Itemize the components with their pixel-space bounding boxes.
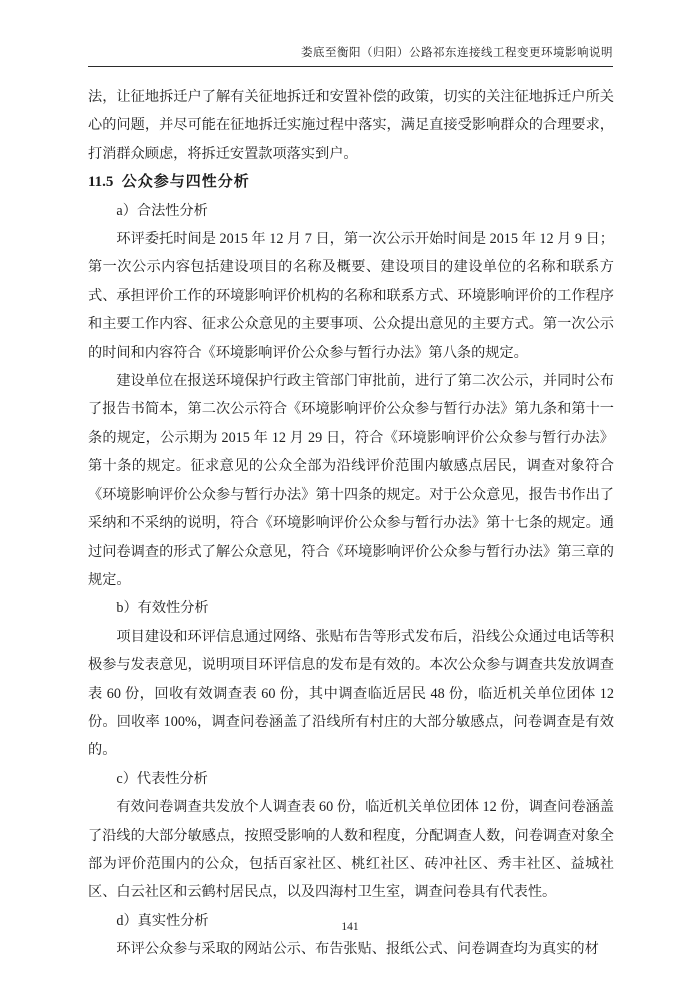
page-number: 141 <box>341 921 359 933</box>
subsection-a-paragraph-2: 建设单位在报送环境保护行政主管部门审批前，进行了第二次公示，并同时公布了报告书简本，第二次公示符合《环境影响评价公众参与暂行办法》第九条和第十一条的规定，公示期为 2015 年 12 月 29 日，符合《环境影响评价公众参与暂行办法》第十条的规定。征求意见的公众全部为沿线评价范围内敏感点居民，调查对象符合《环境影响评价公众参与暂行办法》第十四条的规定。对于公众意见，报告书作出了采纳和不采纳的说明，符合《环境影响评价公众参与暂行办法》第十七条的规定。通过问卷调查的形式了解公众意见，符合《环境影响评价公众参与暂行办法》第三章的规定。 <box>88 373 614 588</box>
section-number: 11.5 <box>88 174 114 191</box>
paragraph-continuation: 法，让征地拆迁户了解有关征地拆迁和安置补偿的政策，切实的关注征地拆迁户所关心的问题，并尽可能在征地拆迁实施过程中落实，满足直接受影响群众的合理要求，打消群众顾虑，将拆迁安置款项落实到户。 <box>88 89 614 162</box>
subsection-b-label: b）有效性分析 <box>116 600 209 617</box>
subsection-a-label: a）合法性分析 <box>116 202 208 219</box>
subsection-a-paragraph-1: 环评委托时间是 2015 年 12 月 7 日，第一次公示开始时间是 2015 年 12 月 9 日；第一次公示内容包括建设项目的名称及概要、建设项目的建设单位的名称和联系方式、承担评价工作的环境影响评价机构的名称和联系方式、环境影响评价的工作程序和主要工作内容、征求公众意见的主要事项、公众提出意见的主要方式。第一次公示的时间和内容符合《环境影响评价公众参与暂行办法》第八条的规定。 <box>88 231 614 361</box>
running-header: 娄底至衡阳（归阳）公路祁东连接线工程变更环境影响说明 <box>301 47 613 59</box>
header-rule-divider <box>88 66 613 67</box>
section-heading <box>88 168 614 196</box>
subsection-d-label: d）真实性分析 <box>116 912 209 929</box>
subsection-b-paragraph-1: 项目建设和环评信息通过网络、张贴布告等形式发布后，沿线公众通过电话等积极参与发表意见，说明项目环评信息的发布是有效的。本次公众参与调查共发放调查表 60 份，回收有效调查表 60 份，其中调查临近居民 48 份，临近机关单位团体 12 份。回收率 100%，调查问卷涵盖了沿线所有村庄的大部分敏感点，问卷调查是有效的。 <box>88 628 614 759</box>
subsection-c-paragraph-1: 有效问卷调查共发放个人调查表 60 份，临近机关单位团体 12 份，调查问卷涵盖了沿线的大部分敏感点，按照受影响的人数和程度，分配调查人数，问卷调查对象全部为评价范围内的公众，包括百家社区、桃红社区、砖冲社区、秀丰社区、益城社区、白云社区和云鹤村居民点，以及四海村卫生室，调查问卷具有代表性。 <box>88 799 614 901</box>
subsection-d-paragraph-1: 环评公众参与采取的网站公示、布告张贴、报纸公式、问卷调查均为真实的材 <box>116 941 599 958</box>
section-title: 公众参与四性分析 <box>121 173 250 191</box>
document-body <box>88 83 614 964</box>
subsection-c-label: c）代表性分析 <box>116 770 208 787</box>
